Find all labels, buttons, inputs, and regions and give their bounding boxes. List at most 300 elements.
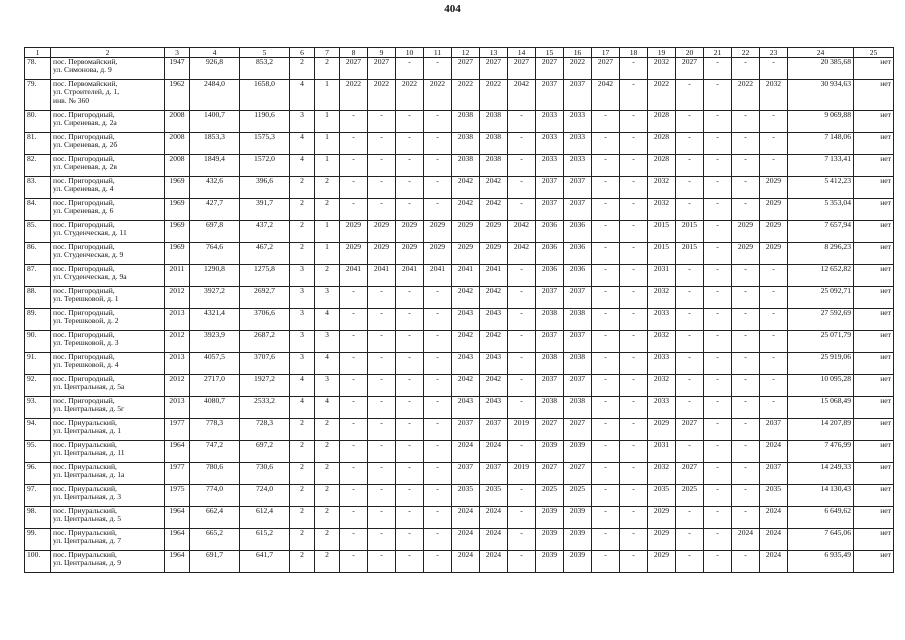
cell-col-13: 2041 xyxy=(480,265,508,287)
cell-col-5: 3707,6 xyxy=(240,353,290,375)
column-header-24: 24 xyxy=(788,48,854,58)
cell-col-5: 724,0 xyxy=(240,485,290,507)
row-number: 83. xyxy=(25,177,51,199)
cell-col-16: 2033 xyxy=(564,155,592,177)
cell-col-21: - xyxy=(704,309,732,331)
cell-col-7: 2 xyxy=(315,529,340,551)
cell-col-20: - xyxy=(676,353,704,375)
row-number: 79. xyxy=(25,80,51,111)
cell-col-20: 2015 xyxy=(676,243,704,265)
cell-col-20: - xyxy=(676,177,704,199)
cell-col-18: - xyxy=(620,485,648,507)
cell-col-19: 2033 xyxy=(648,309,676,331)
cell-col-4: 4080,7 xyxy=(190,397,240,419)
cell-col-3: 1969 xyxy=(165,243,190,265)
cell-col-6: 3 xyxy=(290,265,315,287)
cell-col-21: - xyxy=(704,111,732,133)
cell-col-4: 780,6 xyxy=(190,463,240,485)
cell-col-14: - xyxy=(508,485,536,507)
cell-col-6: 2 xyxy=(290,199,315,221)
row-number: 84. xyxy=(25,199,51,221)
cell-col-15: 2025 xyxy=(536,485,564,507)
cell-col-23: 2024 xyxy=(760,529,788,551)
cell-col-21: - xyxy=(704,243,732,265)
column-header-8: 8 xyxy=(340,48,368,58)
cell-col-13: 2029 xyxy=(480,221,508,243)
cell-col-8: 2029 xyxy=(340,221,368,243)
cell-col-5: 728,3 xyxy=(240,419,290,441)
cell-col-12: 2042 xyxy=(452,331,480,353)
cell-col-20: 2027 xyxy=(676,58,704,80)
cell-col-9: 2022 xyxy=(368,80,396,111)
cell-col-10: 2029 xyxy=(396,221,424,243)
cell-col-5: 1927,2 xyxy=(240,375,290,397)
cell-col-18: - xyxy=(620,80,648,111)
cell-col-11: - xyxy=(424,199,452,221)
cell-col-20: 2025 xyxy=(676,485,704,507)
table-row xyxy=(25,80,894,111)
row-number: 100. xyxy=(25,551,51,573)
row-number: 80. xyxy=(25,111,51,133)
cell-col-17: 2027 xyxy=(592,58,620,80)
cell-col-11: - xyxy=(424,287,452,309)
cell-col-9: 2041 xyxy=(368,265,396,287)
column-header-14: 14 xyxy=(508,48,536,58)
cell-col-11: - xyxy=(424,529,452,551)
cell-col-3: 2008 xyxy=(165,133,190,155)
cell-col-22: - xyxy=(732,309,760,331)
cell-col-4: 747,2 xyxy=(190,441,240,463)
cell-col-17: - xyxy=(592,265,620,287)
address-line: ул. Студенческая, д. 9 xyxy=(53,250,124,260)
cell-col-17: - xyxy=(592,485,620,507)
cell-col-24: 25 919,06 xyxy=(788,353,854,375)
address-line: ул. Терешковой, д. 4 xyxy=(53,360,119,370)
address-line: ул. Терешковой, д. 2 xyxy=(53,316,119,326)
cell-col-25: нет xyxy=(854,243,894,265)
cell-col-25: нет xyxy=(854,199,894,221)
cell-col-14: - xyxy=(508,309,536,331)
cell-col-4: 1853,3 xyxy=(190,133,240,155)
cell-col-16: 2039 xyxy=(564,441,592,463)
address-cell xyxy=(51,309,165,331)
cell-col-7: 2 xyxy=(315,58,340,80)
cell-col-7: 2 xyxy=(315,419,340,441)
cell-col-8: - xyxy=(340,133,368,155)
cell-col-22: - xyxy=(732,375,760,397)
cell-col-17: - xyxy=(592,221,620,243)
cell-col-13: 2043 xyxy=(480,309,508,331)
cell-col-13: 2024 xyxy=(480,441,508,463)
cell-col-13: 2037 xyxy=(480,419,508,441)
cell-col-21: - xyxy=(704,133,732,155)
cell-col-19: 2032 xyxy=(648,177,676,199)
cell-col-17: - xyxy=(592,463,620,485)
cell-col-12: 2035 xyxy=(452,485,480,507)
cell-col-10: - xyxy=(396,133,424,155)
address-line: ул. Сиреневая, д. 6 xyxy=(53,206,114,216)
cell-col-16: 2039 xyxy=(564,507,592,529)
cell-col-19: 2028 xyxy=(648,133,676,155)
cell-col-8: - xyxy=(340,397,368,419)
cell-col-11: 2029 xyxy=(424,221,452,243)
cell-col-4: 3923,9 xyxy=(190,331,240,353)
cell-col-7: 4 xyxy=(315,397,340,419)
cell-col-24: 7 476,99 xyxy=(788,441,854,463)
cell-col-15: 2027 xyxy=(536,463,564,485)
table-row xyxy=(25,309,894,331)
cell-col-14: - xyxy=(508,331,536,353)
cell-col-9: - xyxy=(368,287,396,309)
cell-col-4: 778,3 xyxy=(190,419,240,441)
cell-col-18: - xyxy=(620,133,648,155)
housing-repair-table xyxy=(24,47,894,573)
cell-col-14: 2042 xyxy=(508,243,536,265)
cell-col-24: 27 592,69 xyxy=(788,309,854,331)
cell-col-19: 2015 xyxy=(648,221,676,243)
cell-col-7: 1 xyxy=(315,133,340,155)
cell-col-15: 2033 xyxy=(536,155,564,177)
cell-col-17: - xyxy=(592,331,620,353)
cell-col-15: 2027 xyxy=(536,58,564,80)
cell-col-11: 2041 xyxy=(424,265,452,287)
cell-col-10: - xyxy=(396,397,424,419)
column-header-10: 10 xyxy=(396,48,424,58)
row-number: 87. xyxy=(25,265,51,287)
cell-col-16: 2027 xyxy=(564,419,592,441)
address-line: ул. Симонова, д. 9 xyxy=(53,65,112,75)
cell-col-16: 2037 xyxy=(564,287,592,309)
cell-col-23: - xyxy=(760,155,788,177)
cell-col-21: - xyxy=(704,485,732,507)
cell-col-16: 2033 xyxy=(564,111,592,133)
cell-col-4: 2717,0 xyxy=(190,375,240,397)
cell-col-6: 4 xyxy=(290,397,315,419)
address-cell xyxy=(51,58,165,80)
cell-col-3: 1969 xyxy=(165,221,190,243)
cell-col-17: - xyxy=(592,155,620,177)
cell-col-22: - xyxy=(732,177,760,199)
row-number: 95. xyxy=(25,441,51,463)
cell-col-24: 14 207,89 xyxy=(788,419,854,441)
cell-col-23: 2029 xyxy=(760,243,788,265)
cell-col-16: 2036 xyxy=(564,221,592,243)
cell-col-9: - xyxy=(368,397,396,419)
cell-col-21: - xyxy=(704,155,732,177)
cell-col-10: - xyxy=(396,485,424,507)
cell-col-20: - xyxy=(676,507,704,529)
address-line: пос. Пригородный, xyxy=(53,110,115,119)
cell-col-25: нет xyxy=(854,485,894,507)
column-header-15: 15 xyxy=(536,48,564,58)
cell-col-16: 2037 xyxy=(564,199,592,221)
cell-col-11: - xyxy=(424,353,452,375)
cell-col-17: - xyxy=(592,133,620,155)
cell-col-6: 3 xyxy=(290,309,315,331)
address-cell xyxy=(51,177,165,199)
cell-col-15: 2039 xyxy=(536,551,564,573)
cell-col-25: нет xyxy=(854,177,894,199)
cell-col-10: - xyxy=(396,441,424,463)
address-line: пос. Приуральский, xyxy=(53,440,117,449)
row-number: 94. xyxy=(25,419,51,441)
cell-col-22: - xyxy=(732,133,760,155)
cell-col-25: нет xyxy=(854,265,894,287)
cell-col-3: 1964 xyxy=(165,507,190,529)
cell-col-20: - xyxy=(676,441,704,463)
cell-col-7: 2 xyxy=(315,463,340,485)
cell-col-13: 2038 xyxy=(480,111,508,133)
cell-col-16: 2038 xyxy=(564,309,592,331)
address-line: пос. Пригородный, xyxy=(53,264,115,273)
cell-col-12: 2029 xyxy=(452,221,480,243)
cell-col-15: 2036 xyxy=(536,265,564,287)
cell-col-13: 2042 xyxy=(480,331,508,353)
cell-col-8: - xyxy=(340,419,368,441)
address-line: ул. Сиреневая, д. 4 xyxy=(53,184,114,194)
cell-col-7: 1 xyxy=(315,80,340,111)
cell-col-19: 2029 xyxy=(648,551,676,573)
address-line: ул. Центральная, д. 9 xyxy=(53,558,122,568)
cell-col-19: 2033 xyxy=(648,397,676,419)
cell-col-20: - xyxy=(676,309,704,331)
cell-col-21: - xyxy=(704,507,732,529)
cell-col-10: - xyxy=(396,419,424,441)
cell-col-19: 2033 xyxy=(648,353,676,375)
cell-col-7: 2 xyxy=(315,551,340,573)
cell-col-21: - xyxy=(704,331,732,353)
cell-col-23: 2024 xyxy=(760,551,788,573)
cell-col-18: - xyxy=(620,397,648,419)
row-number: 92. xyxy=(25,375,51,397)
address-line: пос. Пригородный, xyxy=(53,286,115,295)
cell-col-12: 2037 xyxy=(452,419,480,441)
cell-col-21: - xyxy=(704,397,732,419)
cell-col-23: 2029 xyxy=(760,199,788,221)
cell-col-15: 2039 xyxy=(536,441,564,463)
cell-col-14: - xyxy=(508,375,536,397)
column-number-row xyxy=(25,48,894,58)
cell-col-24: 30 934,63 xyxy=(788,80,854,111)
cell-col-16: 2037 xyxy=(564,80,592,111)
column-header-1: 1 xyxy=(25,48,51,58)
cell-col-23: - xyxy=(760,353,788,375)
address-cell xyxy=(51,221,165,243)
row-number: 89. xyxy=(25,309,51,331)
cell-col-21: - xyxy=(704,375,732,397)
cell-col-4: 774,0 xyxy=(190,485,240,507)
cell-col-8: 2029 xyxy=(340,243,368,265)
cell-col-10: - xyxy=(396,507,424,529)
cell-col-17: - xyxy=(592,353,620,375)
cell-col-4: 697,8 xyxy=(190,221,240,243)
cell-col-3: 1977 xyxy=(165,419,190,441)
cell-col-18: - xyxy=(620,177,648,199)
cell-col-25: нет xyxy=(854,331,894,353)
cell-col-20: - xyxy=(676,155,704,177)
cell-col-9: 2027 xyxy=(368,58,396,80)
cell-col-14: - xyxy=(508,353,536,375)
cell-col-15: 2038 xyxy=(536,353,564,375)
address-line: ул. Сиреневая, д. 2а xyxy=(53,118,117,128)
table-row xyxy=(25,485,894,507)
cell-col-22: - xyxy=(732,287,760,309)
cell-col-8: - xyxy=(340,463,368,485)
cell-col-19: 2029 xyxy=(648,529,676,551)
cell-col-21: - xyxy=(704,287,732,309)
address-line: ул. Центральная, д. 11 xyxy=(53,448,125,458)
cell-col-9: 2029 xyxy=(368,243,396,265)
table-row xyxy=(25,243,894,265)
address-line: ул. Центральная, д. 7 xyxy=(53,536,122,546)
cell-col-15: 2037 xyxy=(536,331,564,353)
cell-col-3: 2013 xyxy=(165,353,190,375)
address-line: ул. Центральная, д. 5г xyxy=(53,404,125,414)
cell-col-10: - xyxy=(396,199,424,221)
column-header-6: 6 xyxy=(290,48,315,58)
cell-col-22: 2029 xyxy=(732,221,760,243)
address-line: пос. Приуральский, xyxy=(53,528,117,537)
cell-col-16: 2025 xyxy=(564,485,592,507)
cell-col-21: - xyxy=(704,463,732,485)
address-line: пос. Пригородный, xyxy=(53,220,115,229)
cell-col-19: 2035 xyxy=(648,485,676,507)
cell-col-12: 2041 xyxy=(452,265,480,287)
cell-col-6: 2 xyxy=(290,463,315,485)
table-row xyxy=(25,375,894,397)
cell-col-22: 2022 xyxy=(732,80,760,111)
cell-col-7: 2 xyxy=(315,199,340,221)
cell-col-9: - xyxy=(368,419,396,441)
cell-col-22: - xyxy=(732,111,760,133)
cell-col-23: 2024 xyxy=(760,441,788,463)
address-cell xyxy=(51,111,165,133)
address-line: ул. Терешковой, д. 3 xyxy=(53,338,119,348)
cell-col-19: 2032 xyxy=(648,199,676,221)
address-cell xyxy=(51,507,165,529)
cell-col-21: - xyxy=(704,441,732,463)
cell-col-15: 2038 xyxy=(536,397,564,419)
cell-col-18: - xyxy=(620,243,648,265)
address-cell xyxy=(51,287,165,309)
cell-col-16: 2039 xyxy=(564,551,592,573)
cell-col-8: - xyxy=(340,375,368,397)
cell-col-3: 2012 xyxy=(165,375,190,397)
cell-col-19: 2032 xyxy=(648,58,676,80)
cell-col-4: 665,2 xyxy=(190,529,240,551)
address-cell xyxy=(51,485,165,507)
cell-col-19: 2031 xyxy=(648,441,676,463)
cell-col-6: 2 xyxy=(290,243,315,265)
cell-col-9: - xyxy=(368,331,396,353)
cell-col-10: - xyxy=(396,529,424,551)
cell-col-6: 2 xyxy=(290,529,315,551)
cell-col-15: 2039 xyxy=(536,507,564,529)
cell-col-14: 2019 xyxy=(508,463,536,485)
cell-col-15: 2036 xyxy=(536,221,564,243)
address-line: пос. Пригородный, xyxy=(53,352,115,361)
cell-col-8: - xyxy=(340,309,368,331)
cell-col-10: - xyxy=(396,353,424,375)
cell-col-20: - xyxy=(676,199,704,221)
cell-col-12: 2043 xyxy=(452,397,480,419)
cell-col-5: 2533,2 xyxy=(240,397,290,419)
cell-col-13: 2043 xyxy=(480,353,508,375)
cell-col-5: 1275,8 xyxy=(240,265,290,287)
cell-col-23: 2037 xyxy=(760,463,788,485)
cell-col-18: - xyxy=(620,58,648,80)
cell-col-15: 2039 xyxy=(536,529,564,551)
cell-col-22: - xyxy=(732,441,760,463)
cell-col-20: - xyxy=(676,375,704,397)
cell-col-17: - xyxy=(592,309,620,331)
cell-col-13: 2029 xyxy=(480,243,508,265)
cell-col-9: - xyxy=(368,375,396,397)
cell-col-24: 7 645,06 xyxy=(788,529,854,551)
cell-col-18: - xyxy=(620,353,648,375)
cell-col-12: 2042 xyxy=(452,375,480,397)
table-row xyxy=(25,353,894,375)
cell-col-18: - xyxy=(620,309,648,331)
cell-col-10: - xyxy=(396,309,424,331)
table-row xyxy=(25,397,894,419)
cell-col-14: - xyxy=(508,265,536,287)
cell-col-4: 1849,4 xyxy=(190,155,240,177)
cell-col-18: - xyxy=(620,111,648,133)
address-line: пос. Пригородный, xyxy=(53,308,115,317)
address-cell xyxy=(51,419,165,441)
cell-col-13: 2042 xyxy=(480,177,508,199)
cell-col-11: - xyxy=(424,419,452,441)
table-row xyxy=(25,507,894,529)
cell-col-14: - xyxy=(508,111,536,133)
cell-col-11: - xyxy=(424,507,452,529)
cell-col-22: - xyxy=(732,199,760,221)
table-row xyxy=(25,265,894,287)
cell-col-18: - xyxy=(620,331,648,353)
cell-col-3: 1962 xyxy=(165,80,190,111)
cell-col-6: 3 xyxy=(290,287,315,309)
cell-col-5: 853,2 xyxy=(240,58,290,80)
cell-col-12: 2024 xyxy=(452,507,480,529)
cell-col-19: 2029 xyxy=(648,419,676,441)
cell-col-9: - xyxy=(368,441,396,463)
cell-col-8: 2027 xyxy=(340,58,368,80)
cell-col-20: 2027 xyxy=(676,463,704,485)
cell-col-8: - xyxy=(340,507,368,529)
column-header-19: 19 xyxy=(648,48,676,58)
column-header-13: 13 xyxy=(480,48,508,58)
column-header-23: 23 xyxy=(760,48,788,58)
cell-col-6: 2 xyxy=(290,507,315,529)
cell-col-8: - xyxy=(340,331,368,353)
cell-col-11: - xyxy=(424,551,452,573)
cell-col-12: 2038 xyxy=(452,133,480,155)
cell-col-14: - xyxy=(508,133,536,155)
row-number: 91. xyxy=(25,353,51,375)
cell-col-18: - xyxy=(620,551,648,573)
cell-col-25: нет xyxy=(854,397,894,419)
cell-col-23: 2035 xyxy=(760,485,788,507)
cell-col-3: 1964 xyxy=(165,529,190,551)
address-line: ул. Центральная, д. 3 xyxy=(53,492,122,502)
cell-col-19: 2031 xyxy=(648,265,676,287)
cell-col-8: - xyxy=(340,441,368,463)
cell-col-9: - xyxy=(368,155,396,177)
cell-col-5: 1572,0 xyxy=(240,155,290,177)
row-number: 82. xyxy=(25,155,51,177)
cell-col-11: 2022 xyxy=(424,80,452,111)
